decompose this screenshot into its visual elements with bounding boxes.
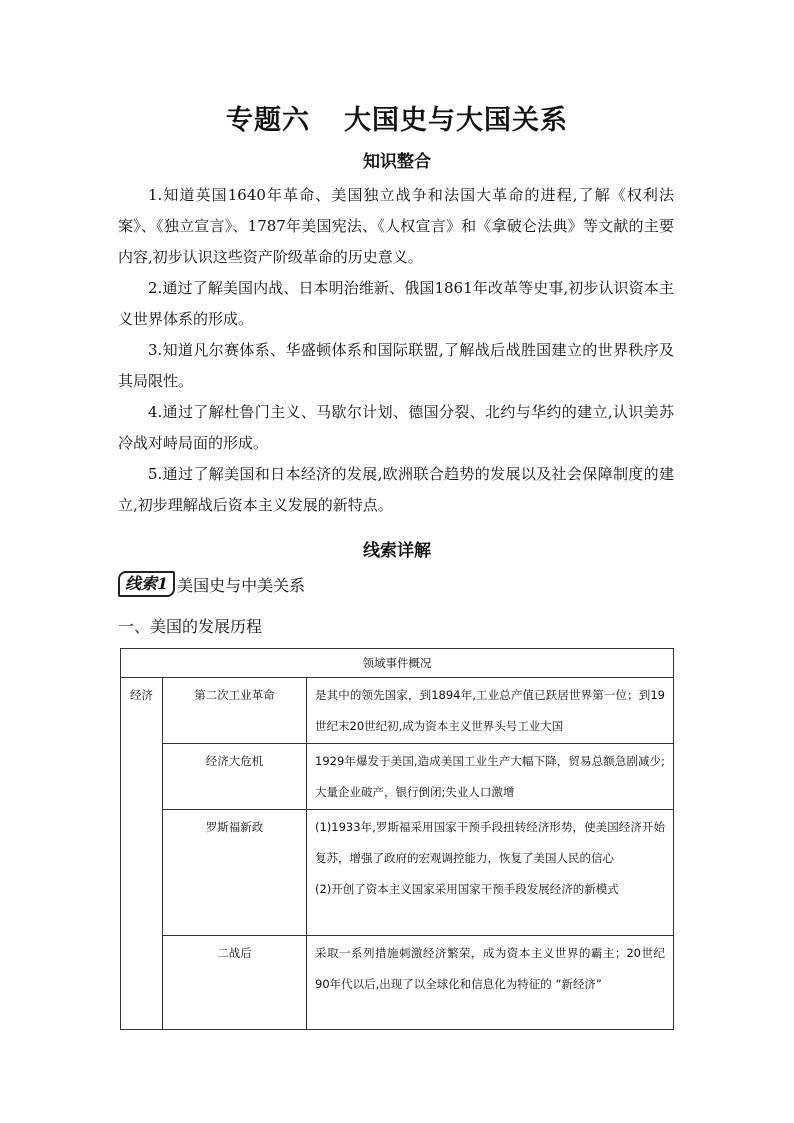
paragraph-3: 3.知道凡尔赛体系、华盛顿体系和国际联盟,了解战后战胜国建立的世界秩序及其局限性。 <box>118 341 674 390</box>
table-row <box>121 744 674 810</box>
clue-heading <box>118 571 305 597</box>
page-title <box>0 98 794 137</box>
description-line-1: (1)1933年,罗斯福采用国家干预手段扭转经济形势，使美国经济开始复苏，增强了政府的宏观调控能力，恢复了美国人民的信心 <box>315 820 665 865</box>
table-row <box>121 810 674 936</box>
clue-badge: 线索1 <box>118 571 175 597</box>
description-cell: 1929年爆发于美国,造成美国工业生产大幅下降，贸易总额急剧减少;大量企业破产，银行倒闭;失业人口激增 <box>307 744 674 810</box>
events-table <box>120 648 674 1030</box>
clue-title: 美国史与中美关系 <box>177 575 306 595</box>
event-cell: 经济大危机 <box>163 744 307 810</box>
subsection-heading: 一、美国的发展历程 <box>118 617 263 636</box>
title-main: 大国史与大国关系 <box>344 105 568 136</box>
description-cell: 是其中的领先国家，到1894年,工业总产值已跃居世界第一位；到19世纪末20世纪初,成为资本主义世界头号工业大国 <box>307 678 674 744</box>
title-topic: 专题六 <box>226 105 310 136</box>
description-line-2: (2)开创了资本主义国家采用国家干预手段发展经济的新模式 <box>315 882 619 896</box>
event-cell: 第二次工业革命 <box>163 678 307 744</box>
table-row <box>121 936 674 1030</box>
section-heading-knowledge: 知识整合 <box>363 152 431 172</box>
table-header: 领域事件概况 <box>121 649 674 678</box>
paragraph-4: 4.通过了解杜鲁门主义、马歇尔计划、德国分裂、北约与华约的建立,认识美苏冷战对峙局面的形成。 <box>118 403 674 452</box>
description-cell: 采取一系列措施刺激经济繁荣，成为资本主义世界的霸主；20世纪90年代以后,出现了以全球化和信息化为特征的 “新经济” <box>307 936 674 1030</box>
description-cell <box>307 810 674 936</box>
paragraph-2: 2.通过了解美国内战、日本明治维新、俄国1861年改革等史事,初步认识资本主义世界体系的形成。 <box>118 279 674 328</box>
domain-cell: 经济 <box>121 678 163 1030</box>
paragraph-5: 5.通过了解美国和日本经济的发展,欧洲联合趋势的发展以及社会保障制度的建立,初步理解战后资本主义发展的新特点。 <box>118 465 674 514</box>
table-header-row <box>121 649 674 678</box>
paragraph-1: 1.知道英国1640年革命、美国独立战争和法国大革命的进程,了解《权利法案》、《独立宣言》、1787年美国宪法、《人权宣言》和《拿破仑法典》等文献的主要内容,初步认识这些资产阶级革命的历史意义。 <box>118 186 674 266</box>
section-heading-clues: 线索详解 <box>363 541 431 561</box>
event-cell: 罗斯福新政 <box>163 810 307 936</box>
table-row <box>121 678 674 744</box>
event-cell: 二战后 <box>163 936 307 1030</box>
